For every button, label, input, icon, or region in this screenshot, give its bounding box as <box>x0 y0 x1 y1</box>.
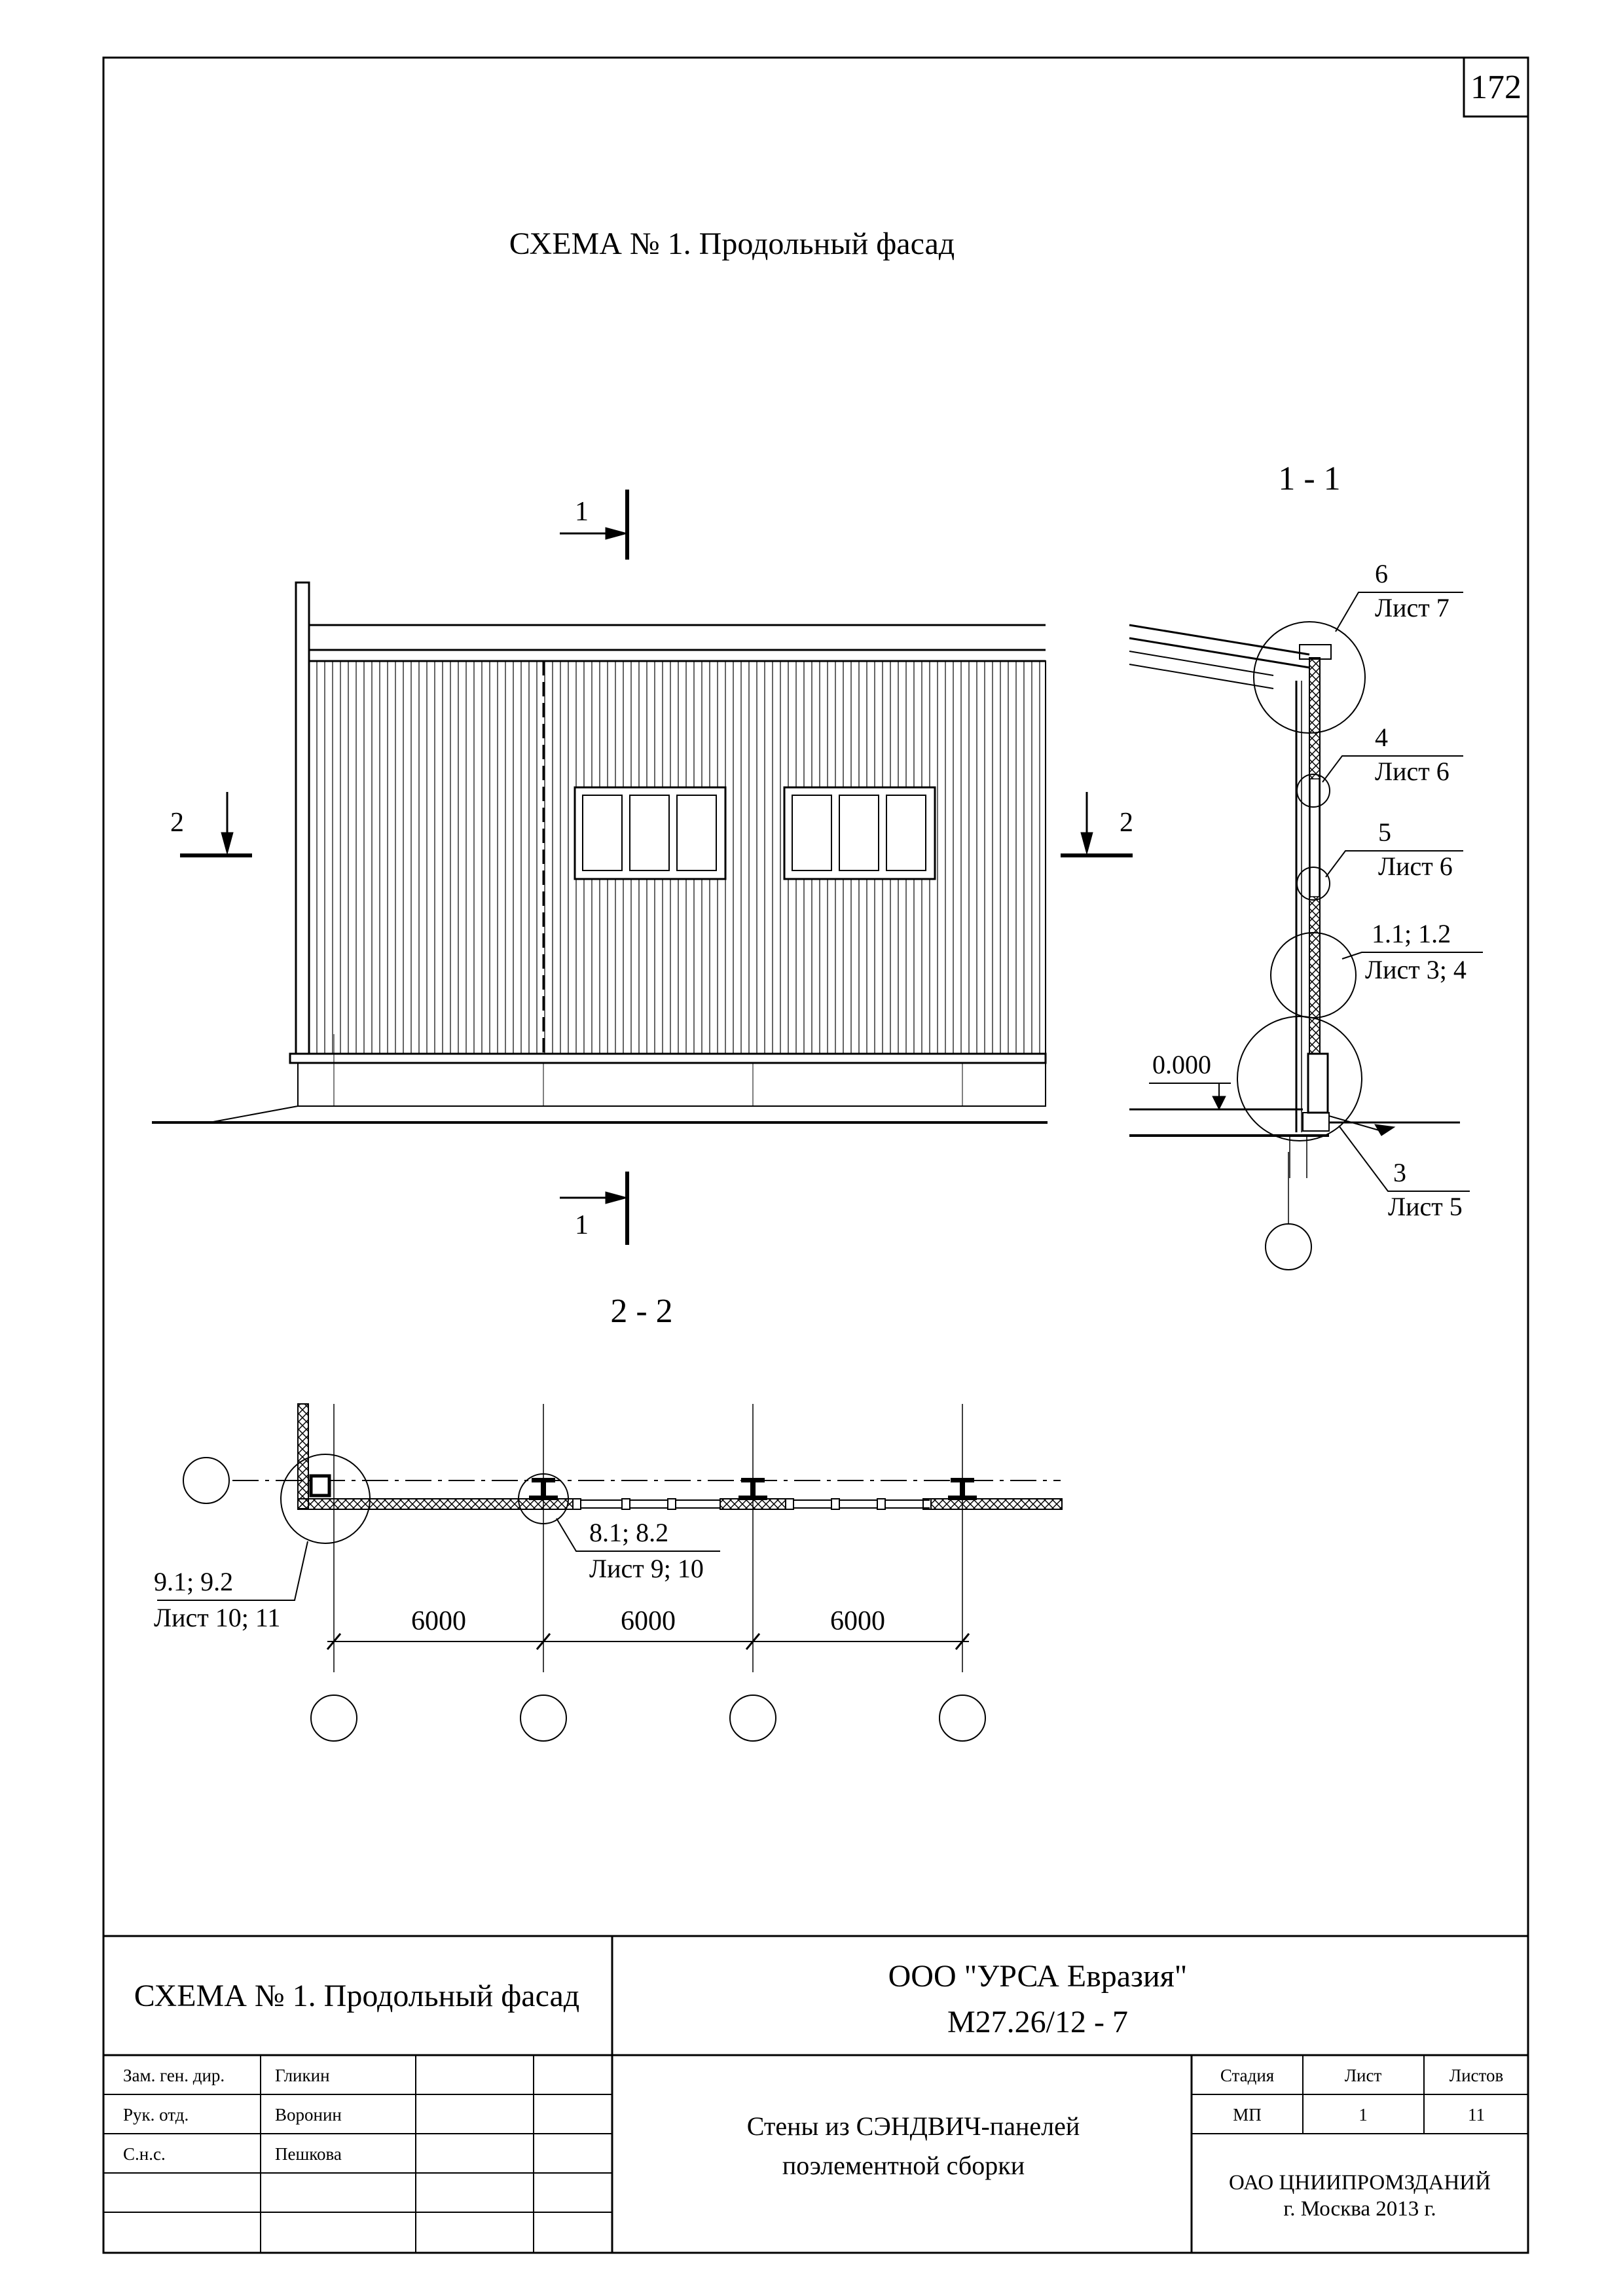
window-left <box>575 787 725 879</box>
sheet-value: 1 <box>1359 2105 1368 2125</box>
section-1-1-title: 1 - 1 <box>1278 460 1341 497</box>
title-block-code: М27.26/12 - 7 <box>947 2005 1128 2039</box>
dimension-3: 6000 <box>830 1606 885 1636</box>
facade-elevation <box>152 583 1048 1122</box>
callout-8-num: 8.1; 8.2 <box>589 1518 669 1547</box>
sheet-header: Лист <box>1344 2066 1382 2085</box>
callout-3-sheet: Лист 5 <box>1388 1192 1463 1221</box>
section-mark-1-top <box>560 490 627 560</box>
section-label-1-bottom: 1 <box>575 1210 589 1240</box>
dimension-1: 6000 <box>411 1606 466 1636</box>
section-2-2-title: 2 - 2 <box>610 1293 673 1330</box>
callout-9-num: 9.1; 9.2 <box>154 1567 234 1596</box>
org-line-1: ОАО ЦНИИПРОМЗДАНИЙ <box>1229 2171 1491 2195</box>
subject-line-1: Стены из СЭНДВИЧ-панелей <box>746 2111 1080 2141</box>
section-mark-1-bottom <box>560 1172 627 1245</box>
staff-name-3: Пешкова <box>275 2144 342 2164</box>
sheet-number: 172 <box>1470 69 1522 106</box>
title-block-drawing-name: СХЕМА № 1. Продольный фасад <box>134 1979 580 2013</box>
staff-role-1: Зам. ген. дир. <box>123 2066 225 2085</box>
staff-role-3: С.н.с. <box>123 2144 166 2164</box>
staff-role-2: Рук. отд. <box>123 2105 189 2125</box>
window-right <box>784 787 935 879</box>
callout-9-sheet: Лист 10; 11 <box>154 1603 281 1632</box>
dimension-2: 6000 <box>621 1606 676 1636</box>
section-mark-2-left <box>180 792 252 855</box>
sheet-number-box <box>1464 58 1528 117</box>
callout-5-num: 5 <box>1378 817 1391 847</box>
callout-6-num: 6 <box>1375 559 1388 588</box>
section-label-2-right: 2 <box>1120 808 1133 838</box>
sheets-header: Листов <box>1449 2066 1504 2085</box>
callout-1-sheet: Лист 3; 4 <box>1365 955 1467 984</box>
level-mark: 0.000 <box>1152 1050 1211 1079</box>
stage-value: МП <box>1233 2105 1262 2125</box>
callout-1-num: 1.1; 1.2 <box>1372 919 1451 948</box>
callout-6-sheet: Лист 7 <box>1375 593 1450 622</box>
callout-4-num: 4 <box>1375 723 1388 752</box>
callout-3-num: 3 <box>1393 1158 1406 1187</box>
column-i-beam <box>529 1478 977 1500</box>
sheets-value: 11 <box>1468 2105 1485 2125</box>
callout-8-sheet: Лист 9; 10 <box>589 1554 704 1583</box>
section-label-2-left: 2 <box>170 808 184 838</box>
subject-line-2: поэлементной сборки <box>782 2151 1025 2180</box>
stage-header: Стадия <box>1220 2066 1275 2085</box>
staff-name-2: Воронин <box>275 2105 342 2125</box>
title-block-company: ООО "УРСА Евразия" <box>888 1959 1188 1994</box>
callout-4-sheet: Лист 6 <box>1375 757 1450 786</box>
drawing-title: СХЕМА № 1. Продольный фасад <box>509 226 955 261</box>
staff-name-1: Гликин <box>275 2066 330 2085</box>
org-line-2: г. Москва 2013 г. <box>1283 2197 1436 2221</box>
section-label-1-top: 1 <box>575 497 589 527</box>
callout-5-sheet: Лист 6 <box>1378 852 1453 881</box>
sheet-frame <box>103 58 1528 2253</box>
